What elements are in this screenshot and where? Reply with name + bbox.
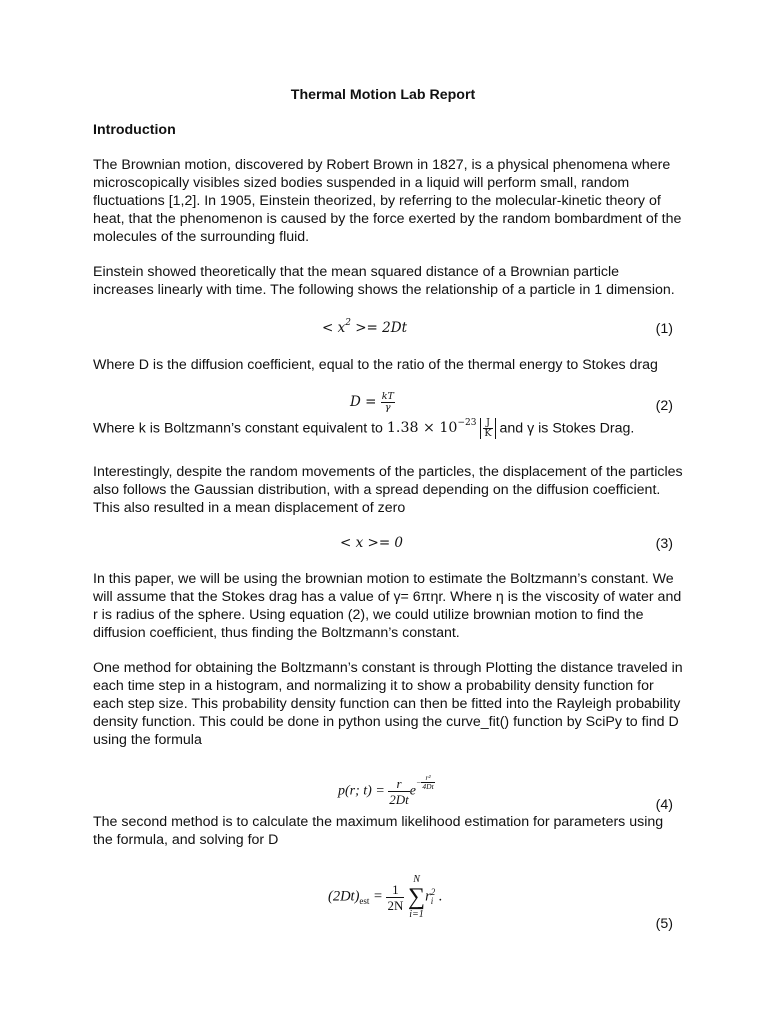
paragraph-einstein-msd: Einstein showed theoretically that the mean squared distance of a Brownian particle increases linearly with time. The following shows the relationship of a particle in 1 dimension. (93, 264, 675, 298)
equation-1-expression: < $x^2 >= 2Dt$ (322, 318, 407, 336)
equation-1 (0, 318, 768, 344)
equation-5-number: (5) (655, 916, 673, 932)
equation-4-number: (4) (655, 797, 673, 813)
equation-4-expression: p(r; t) = $\frac{r}{2Dt}$ $e^{- \frac{\text{r²}}{4Dt}}$ (338, 773, 434, 807)
equation-3 (0, 533, 768, 559)
equation-2 (0, 392, 768, 418)
paragraph-paper-method: In this paper, we will be using the brownian motion to estimate the Boltzmann’s constant. We will assume that the Stokes drag has a value of γ= 6πηr. Where η is the viscosity of water and r is radius of the sphere. Using equation (2), we could utilize brownian motion to find the diffusion coefficient, thus finding the Boltzmann’s constant. (93, 571, 682, 641)
equation-2-number: (2) (655, 398, 673, 414)
section-heading-introduction: Introduction (93, 122, 176, 138)
equation-2-expression: D = $\frac{kT}{\gamma}$ (350, 391, 394, 413)
paragraph-boltzmann-constant: Where k is Boltzmann’s constant equivalent to $1.38 \times 10^{-23}$ $\frac{J}{K}$ and γ is Stokes Drag. (93, 417, 635, 439)
boltzmann-unit: $\frac{J}{K}$ (480, 418, 495, 439)
boltzmann-value: $1.38 \times 10^{-23}$ (386, 418, 477, 437)
paragraph-histogram-method: One method for obtaining the Boltzmann’s constant is through Plotting the distance traveled in each time step in a histogram, and normalizing it to show a probability density function for each step size. This probability density function can then be fitted into the Rayleigh probability density function. This could be done in python using the curve_fit() function by SciPy to find D using the formula (93, 660, 683, 748)
equation-5-expression: $(2Dt)_{est}$ = $\frac{1}{2N}$ N ∑ i=1 r 2 i . (328, 874, 443, 920)
paragraph-brownian-history: The Brownian motion, discovered by Robert Brown in 1827, is a physical phenomena where microscopically visibles sized bodies suspended in a liquid will perform small, random fluctuations [1,2]. In 1905, Einstein theorized, by referring to the molecular-kinetic theory of heat, that the phenomenon is caused by the force exerted by the random bombardment of the molecules of the surrounding fluid. (93, 157, 682, 245)
paragraph-mle-method: The second method is to calculate the maximum likelihood estimation for parameters using the formula, and solving for D (93, 814, 664, 848)
equation-3-number: (3) (655, 536, 673, 552)
paragraph-gaussian-distribution: Interestingly, despite the random movements of the particles, the displacement of the particles also follows the Gaussian distribution, with a spread depending on the diffusion coefficient. This also resulted in a mean displacement of zero (93, 464, 683, 516)
equation-1-number: (1) (655, 321, 673, 337)
equation-3-expression: < x >= 0 (340, 535, 404, 551)
page-title: Thermal Motion Lab Report (290, 87, 476, 103)
equation-5-number-line (0, 914, 768, 940)
paragraph-diffusion-coefficient: Where D is the diffusion coefficient, equal to the ratio of the thermal energy to Stokes drag (93, 357, 658, 373)
